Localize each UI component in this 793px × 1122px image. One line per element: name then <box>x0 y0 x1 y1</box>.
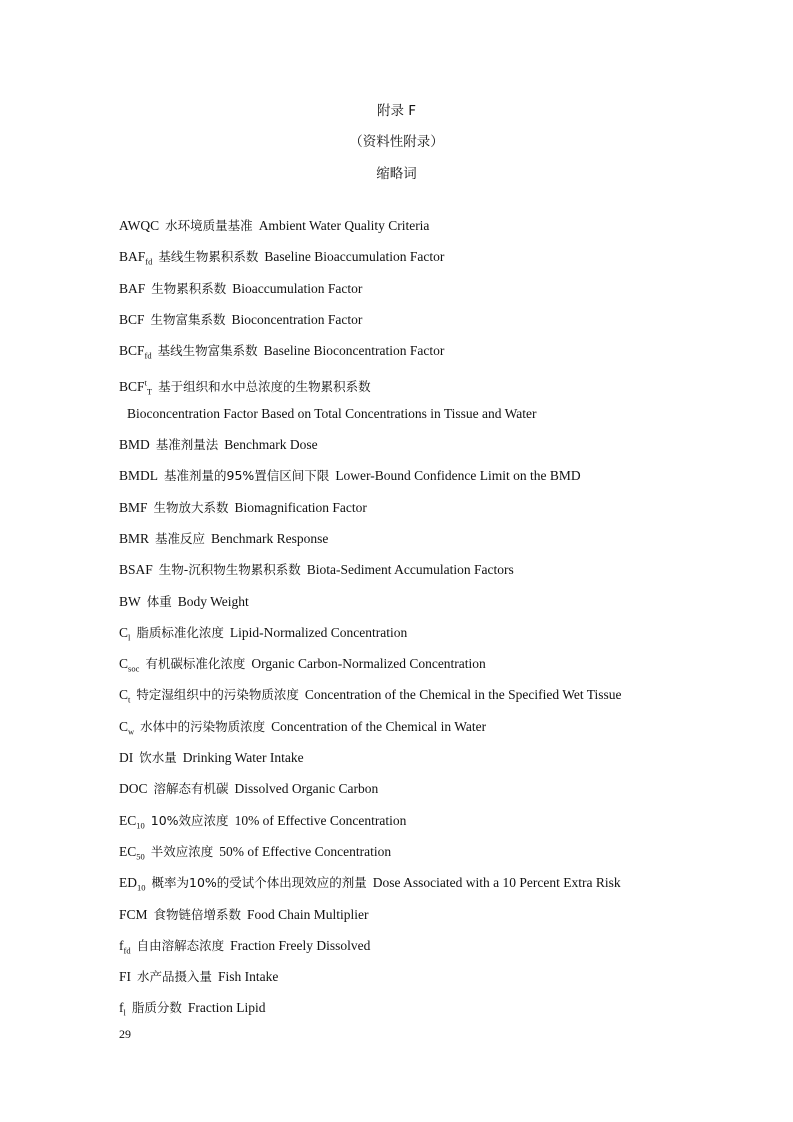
english-term: Baseline Bioaccumulation Factor <box>264 249 445 265</box>
abbreviation-term <box>119 656 140 674</box>
abbreviation-entry <box>119 342 779 373</box>
english-term: Concentration of the Chemical in Water <box>271 718 487 734</box>
abbreviation-subscript: 10 <box>136 820 145 831</box>
abbreviation-superscript: t <box>144 377 147 388</box>
appendix-subtitle: （资料性附录） <box>349 134 444 150</box>
abbreviation-subscript: w <box>128 726 135 737</box>
chinese-term: 生物-沉积物生物累积系数 <box>158 562 301 578</box>
abbreviation-term <box>119 687 131 706</box>
abbreviation-base: C <box>119 624 129 640</box>
chinese-term: 基线生物富集系数 <box>157 343 258 359</box>
english-term: Benchmark Dose <box>224 437 318 453</box>
abbreviation-entry <box>119 530 779 561</box>
abbreviation-base: C <box>119 656 129 672</box>
english-term: Organic Carbon-Normalized Concentration <box>251 656 486 672</box>
abbreviation-entry <box>119 749 779 780</box>
english-term: Concentration of the Chemical in the Specified Wet Tissue <box>304 687 622 703</box>
chinese-term: 水产品摄入量 <box>137 969 213 985</box>
abbreviation-base: BSAF <box>119 562 153 578</box>
abbreviation-entry <box>119 937 779 968</box>
chinese-term: 水体中的污染物质浓度 <box>140 718 266 734</box>
chinese-term: 基准剂量法 <box>155 437 219 453</box>
abbreviation-term <box>119 531 149 546</box>
abbreviation-entry <box>119 280 779 311</box>
abbreviation-term <box>119 907 148 922</box>
english-term: Bioaccumulation Factor <box>232 280 363 296</box>
english-term: Lipid-Normalized Concentration <box>229 624 408 640</box>
abbreviation-term <box>119 249 153 267</box>
chinese-term: 生物富集系数 <box>150 311 226 327</box>
chinese-term: 生物放大系数 <box>153 499 229 515</box>
abbreviation-subscript: fd <box>123 945 131 956</box>
abbreviation-term <box>119 437 150 452</box>
abbreviation-term <box>119 843 145 862</box>
abbreviation-base: BCF <box>119 311 145 327</box>
abbreviation-term <box>119 781 148 796</box>
abbreviation-term <box>119 377 153 397</box>
abbreviation-base: BAF <box>119 249 146 265</box>
abbreviation-term <box>119 562 153 577</box>
abbreviation-entry <box>119 436 779 467</box>
chinese-term: 概率为10%的受试个体出现效应的剂量 <box>151 875 367 891</box>
chinese-term: 有机碳标准化浓度 <box>145 656 246 672</box>
english-term: Bioconcentration Factor Based on Total Concentrations in Tissue and Water <box>127 405 537 421</box>
abbreviation-entry <box>119 624 779 655</box>
chinese-term: 自由溶解态浓度 <box>136 937 225 953</box>
section-title: 缩略词 <box>376 166 417 182</box>
chinese-term: 溶解态有机碳 <box>153 781 229 797</box>
appendix-title: 附录 F <box>376 103 417 119</box>
abbreviation-base: ED <box>119 875 137 891</box>
chinese-term: 特定湿组织中的污染物质浓度 <box>136 687 299 703</box>
abbreviation-term <box>119 343 152 361</box>
abbreviation-term <box>119 218 159 233</box>
abbreviation-term <box>119 1000 126 1019</box>
abbreviation-term <box>119 937 131 956</box>
abbreviation-entry <box>119 373 779 404</box>
english-term: Biota-Sediment Accumulation Factors <box>306 562 514 578</box>
english-term: Fish Intake <box>218 969 279 985</box>
abbreviation-subscript: l <box>123 1008 126 1019</box>
abbreviation-subscript: soc <box>128 663 140 674</box>
page-number: 29 <box>119 1027 131 1041</box>
abbreviation-base: BCF <box>119 343 145 359</box>
abbreviation-term <box>119 594 141 609</box>
abbreviation-entry <box>119 843 779 874</box>
abbreviation-entry <box>119 467 779 498</box>
abbreviation-term <box>119 281 145 296</box>
chinese-term: 脂质标准化浓度 <box>136 624 224 640</box>
abbreviation-entry <box>119 968 779 999</box>
english-term: Lower-Bound Confidence Limit on the BMD <box>335 468 581 484</box>
abbreviation-term <box>119 969 131 984</box>
abbreviation-entry <box>119 906 779 937</box>
abbreviation-entry <box>119 217 779 248</box>
abbreviation-term <box>119 750 133 765</box>
chinese-term: 饮水量 <box>139 750 177 766</box>
abbreviation-base: FCM <box>119 906 148 922</box>
chinese-term: 基准剂量的95%置信区间下限 <box>164 468 330 484</box>
abbreviation-subscript: fd <box>145 256 153 267</box>
abbreviation-entry <box>119 874 779 905</box>
chinese-term: 基准反应 <box>155 530 206 546</box>
abbreviation-entry <box>119 718 779 749</box>
chinese-term: 生物累积系数 <box>151 280 227 296</box>
abbreviation-base: C <box>119 718 129 734</box>
english-term: Drinking Water Intake <box>182 750 304 766</box>
abbreviation-list <box>119 217 779 1031</box>
abbreviation-subscript: l <box>128 632 131 643</box>
english-term: Baseline Bioconcentration Factor <box>263 343 445 359</box>
chinese-term: 基于组织和水中总浓度的生物累积系数 <box>158 378 371 394</box>
english-term: 50% of Effective Concentration <box>219 843 392 859</box>
abbreviation-base: BCF <box>119 378 145 394</box>
abbreviation-subscript: t <box>128 695 131 706</box>
abbreviation-term <box>119 312 145 327</box>
abbreviation-entry <box>119 780 779 811</box>
abbreviation-subscript: 10 <box>137 882 146 893</box>
abbreviation-base: BAF <box>119 280 146 296</box>
abbreviation-entry <box>119 248 779 279</box>
english-term: Ambient Water Quality Criteria <box>258 218 430 233</box>
abbreviation-term <box>119 500 148 515</box>
english-term: Bioconcentration Factor <box>231 311 363 327</box>
abbreviation-base: BMR <box>119 530 150 546</box>
chinese-term: 脂质分数 <box>131 1000 182 1016</box>
abbreviation-term <box>119 875 146 893</box>
chinese-term: 体重 <box>146 593 172 609</box>
english-term: Dose Associated with a 10 Percent Extra Risk <box>372 875 621 891</box>
abbreviation-base: FI <box>119 969 132 985</box>
abbreviation-subscript: fd <box>144 350 152 361</box>
abbreviation-entry <box>119 812 779 843</box>
abbreviation-base: BMF <box>119 499 148 515</box>
english-term: Fraction Lipid <box>187 1000 266 1016</box>
abbreviation-entry <box>119 405 779 436</box>
abbreviation-base: DI <box>119 750 134 766</box>
english-term: Biomagnification Factor <box>234 499 367 515</box>
abbreviation-term <box>119 812 145 831</box>
english-term: Benchmark Response <box>211 530 329 546</box>
english-term: Food Chain Multiplier <box>247 906 369 922</box>
abbreviation-base: AWQC <box>119 218 160 233</box>
abbreviation-entry <box>119 999 779 1030</box>
abbreviation-base: EC <box>119 843 137 859</box>
english-term: Fraction Freely Dissolved <box>230 937 371 953</box>
abbreviation-entry <box>119 499 779 530</box>
abbreviation-entry <box>119 561 779 592</box>
abbreviation-base: f <box>119 1000 124 1016</box>
abbreviation-entry <box>119 593 779 624</box>
abbreviation-subscript: T <box>146 386 153 397</box>
abbreviation-base: f <box>119 937 124 953</box>
chinese-term: 10%效应浓度 <box>150 812 229 828</box>
abbreviation-term <box>119 718 135 737</box>
chinese-term: 水环境质量基准 <box>165 218 253 233</box>
abbreviation-subscript: 50 <box>136 851 145 862</box>
chinese-term: 基线生物累积系数 <box>158 249 259 265</box>
abbreviation-term <box>119 468 158 483</box>
abbreviation-base: BMDL <box>119 468 159 484</box>
abbreviation-entry <box>119 686 779 717</box>
chinese-term: 半效应浓度 <box>150 843 214 859</box>
abbreviation-entry <box>119 311 779 342</box>
abbreviation-base: EC <box>119 812 137 828</box>
abbreviation-term <box>119 624 131 643</box>
abbreviation-entry <box>119 655 779 686</box>
english-term: Body Weight <box>177 593 249 609</box>
abbreviation-base: C <box>119 687 129 703</box>
english-term: 10% of Effective Concentration <box>234 812 407 828</box>
abbreviation-base: DOC <box>119 781 148 797</box>
english-term: Dissolved Organic Carbon <box>234 781 379 797</box>
abbreviation-base: BMD <box>119 437 150 453</box>
abbreviation-base: BW <box>119 593 141 609</box>
chinese-term: 食物链倍增系数 <box>153 906 242 922</box>
